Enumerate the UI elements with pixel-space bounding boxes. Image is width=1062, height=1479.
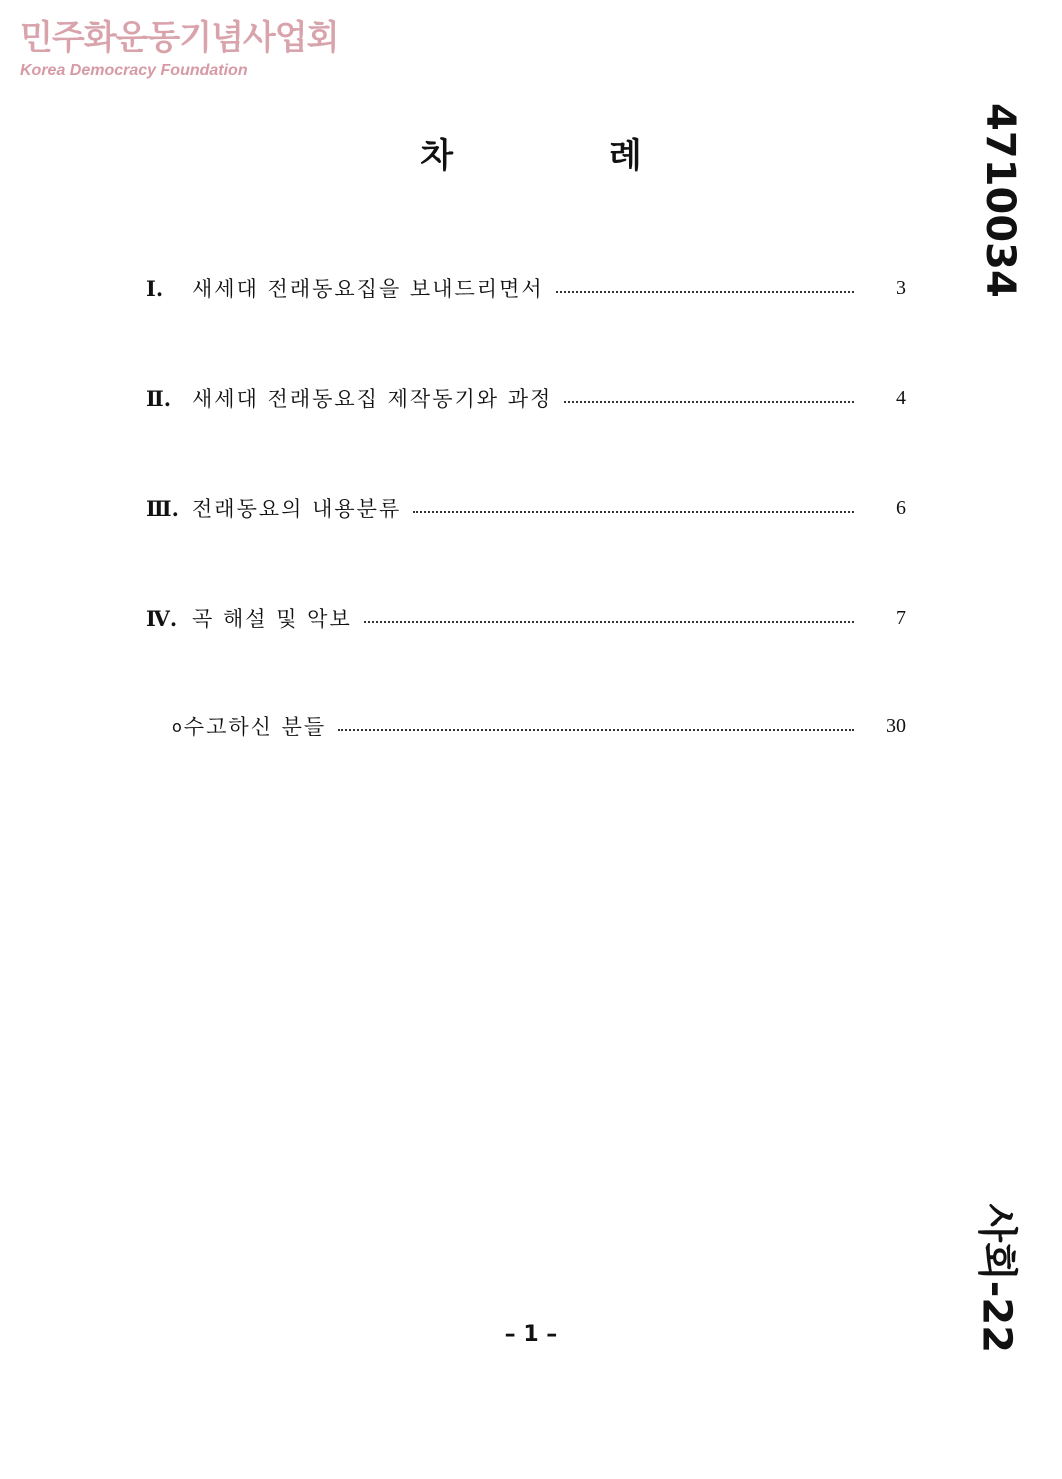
toc-row-3 [146,488,906,528]
toc-row-5 [172,706,906,746]
toc-label: 수고하신 분들 [183,715,327,739]
watermark-english: Korea Democracy Foundation [20,62,248,79]
toc-leader [556,291,854,293]
toc-numeral: Ⅳ. [146,605,178,631]
watermark-korean: 민주화운동기념사업회 [20,18,339,58]
handwritten-code-bottom: 사회-22 [973,1203,1020,1354]
page-number: – 1 – [504,1322,558,1347]
toc-leader [413,511,854,513]
toc-leader [338,729,854,731]
toc-page: 6 [896,496,906,519]
toc-page: 3 [896,276,906,299]
toc-label: 전래동요의 내용분류 [192,497,402,521]
toc-page: 7 [896,606,906,629]
toc-row-1 [146,268,906,308]
toc-row-2 [146,378,906,418]
toc-page: 4 [896,386,906,409]
toc-label: 곡 해설 및 악보 [192,607,352,631]
toc-numeral: Ⅱ. [146,385,172,411]
bullet-icon: o [172,716,182,736]
toc-label: 새세대 전래동요집 제작동기와 과정 [192,387,553,411]
watermark [20,18,338,80]
toc-label: 새세대 전래동요집을 보내드리면서 [192,277,544,301]
toc-leader [364,621,854,623]
handwritten-code-top: 4710034 [977,103,1023,298]
toc-numeral: Ⅰ. [146,275,164,301]
toc-page: 30 [886,714,906,737]
toc-leader [564,401,854,403]
page-title: 차 례 [420,136,714,176]
toc-row-4 [146,598,906,638]
toc-numeral: Ⅲ. [146,495,179,521]
